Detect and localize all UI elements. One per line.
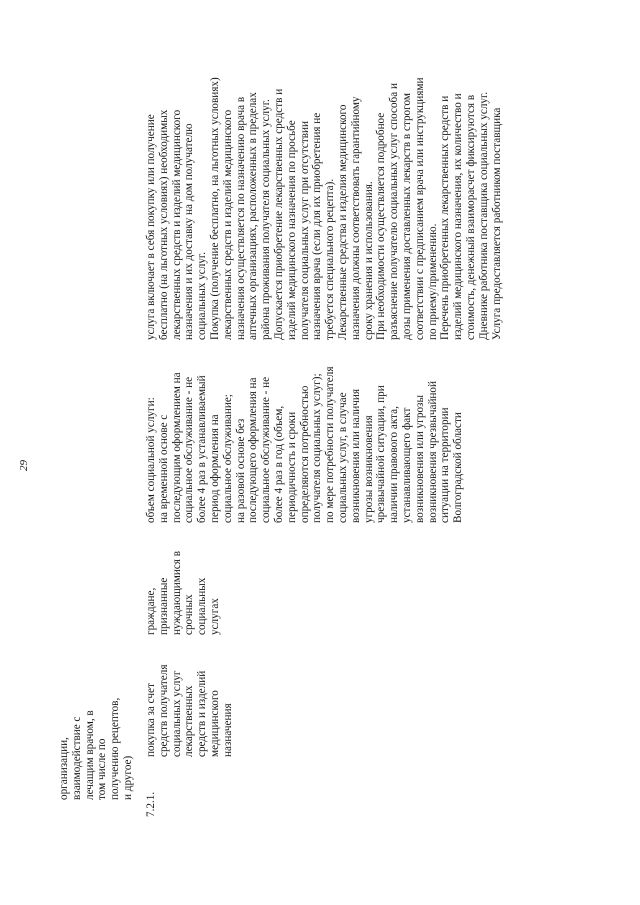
text-line: Перечень приобретенных лекарственных средств и — [439, 95, 452, 340]
text-line: объем социальной услуги: — [145, 397, 157, 523]
text-line: лекарственных средств и изделий медицинского — [221, 109, 234, 340]
text-line: срочных — [183, 594, 196, 635]
previous-row-continuation — [58, 698, 135, 800]
text-line: лекарственных — [183, 685, 196, 757]
text-line: социальных услуг — [170, 670, 183, 757]
text-line: последующим оформлением на — [170, 372, 183, 523]
text-line: назначения и их доставку на дом получателю — [183, 123, 196, 340]
text-line: бесплатно (на льготных условиях) необходимых — [157, 109, 170, 340]
text-line: на разовой основе без — [234, 418, 247, 523]
text-line: назначения должны соответствовать гарантийному — [349, 96, 362, 340]
text-line: Покупка (получение бесплатно, на льготных условиях) — [208, 77, 221, 340]
text-line: района проживания получателя социальных услуг. — [260, 99, 273, 340]
service-name-cell — [145, 665, 235, 758]
text-line: угрозы возникновения — [362, 415, 375, 523]
text-line: лекарственных средств и изделий медицинского — [170, 109, 183, 340]
text-line: социальное обслуживание - не — [260, 376, 273, 523]
text-line: сроку хранения и использования. — [362, 181, 375, 340]
text-line: устанавливающего факт — [400, 407, 413, 523]
text-line: возникновения или наличия — [349, 388, 362, 523]
text-line: последующего оформления на — [247, 377, 260, 523]
text-line: социальное обслуживание; — [221, 394, 234, 523]
text-line: признанные — [157, 577, 170, 635]
text-line: средств получателя — [157, 664, 170, 757]
text-line: Услуга предоставляется работником поставщика — [490, 107, 503, 340]
text-line: При необходимости осуществляется подробное — [375, 112, 388, 340]
text-line: Дневнике работника поставщика социальных услуг. — [477, 91, 490, 340]
text-line: услуга включает в себя покупку или получение — [145, 114, 157, 340]
text-line: возникновения чрезвычайной — [426, 381, 439, 523]
text-line: более 4 раз в устанавливаемый — [196, 375, 209, 523]
text-line: более 4 раз в год (объем, — [272, 405, 285, 523]
text-line: Лекарственные средства и изделия медицинского — [336, 104, 349, 340]
row-number — [145, 792, 158, 817]
text-line: аптечных организациях, расположенных в пределах — [247, 92, 260, 340]
text-line: изделий медицинского назначения по просьбе — [285, 120, 298, 340]
text-line: изделий медицинского назначения, их количество и — [452, 93, 465, 340]
text-line: назначения — [221, 703, 234, 757]
text-line: медицинского — [208, 690, 221, 757]
text-line: Волгоградской области — [452, 412, 465, 523]
text-line: назначения осуществляется по назначению врача в — [234, 96, 247, 340]
page-number: 29 — [18, 460, 30, 471]
recipients-cell — [145, 551, 222, 635]
text-line: назначения врача (если для их приобретения не — [311, 112, 324, 340]
text-line: социальных услуг, в случае — [336, 392, 349, 523]
text-line: услугах — [208, 598, 221, 635]
text-line: чрезвычайной ситуации, при — [375, 385, 388, 523]
text-line: периодичность и сроки — [285, 411, 298, 523]
text-line: разъяснение получателю социальных услуг способа и — [388, 82, 401, 340]
text-line: нуждающимися в — [170, 550, 183, 635]
text-line: том числе по — [96, 738, 109, 800]
service-description-cell — [145, 77, 503, 340]
text-line: соответствии с предписанием врача или инструкциями — [413, 77, 426, 340]
text-line: 7.2.1. — [145, 791, 157, 817]
service-volume-cell — [145, 367, 465, 523]
text-line: организации, — [58, 737, 70, 800]
text-line: стоимость, денежный взаиморасчет фиксируются в — [464, 94, 477, 340]
text-line: Допускается приобретение лекарственных средств и — [272, 88, 285, 340]
text-line: получателя социальных услуг при отсутствии — [298, 121, 311, 340]
text-line: возникновения или угрозы — [413, 395, 426, 523]
text-line: социальных — [196, 577, 209, 635]
text-line: дозы применения доставленных лекарств в строгом — [400, 93, 413, 340]
text-line: требуется специального рецепта). — [324, 178, 337, 340]
text-line: получению рецептов, — [109, 697, 122, 800]
text-line: социальных услуг. — [196, 251, 209, 340]
text-line: определяются потребностью — [298, 385, 311, 523]
text-line: средств и изделий — [196, 670, 209, 757]
text-line: получателя социальных услуг); — [311, 373, 324, 523]
text-line: период оформления на — [208, 414, 221, 523]
text-line: наличии правового акта, — [388, 406, 401, 523]
text-line: лечащим врачом, в — [83, 710, 96, 800]
text-line: взаимодействие с — [70, 716, 83, 800]
text-line: ситуации на территории — [439, 407, 452, 523]
text-line: на временной основе с — [157, 414, 170, 523]
text-line: по мере потребности получателя — [324, 366, 337, 523]
text-line: по приему/применению. — [426, 223, 439, 340]
text-line: и другое) — [121, 755, 134, 800]
text-line: граждане, — [145, 587, 157, 635]
text-line: социальное обслуживание - не — [183, 376, 196, 523]
text-line: покупка за счет — [145, 683, 157, 757]
